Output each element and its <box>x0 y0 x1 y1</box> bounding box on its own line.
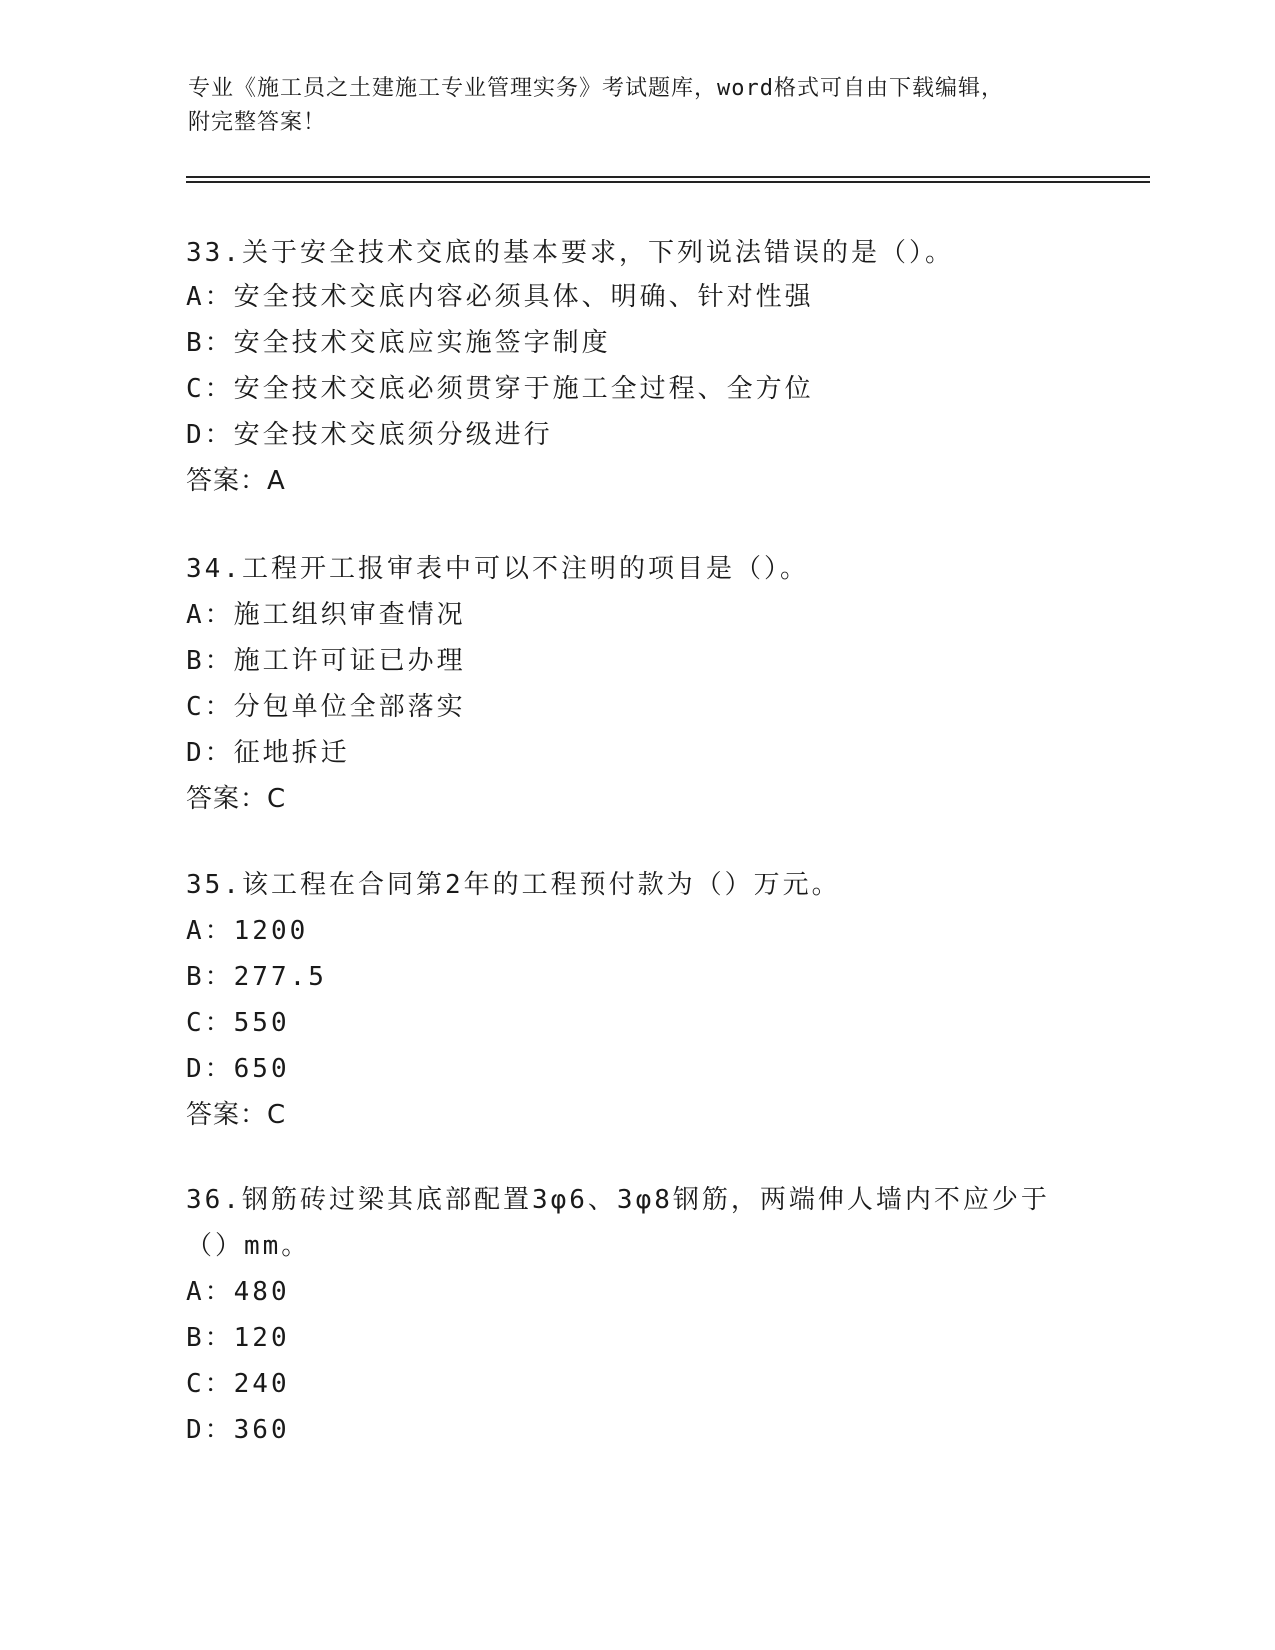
option-b: B：277.5 <box>186 962 327 992</box>
header-line-2: 附完整答案！ <box>188 110 327 135</box>
option-d: D：360 <box>186 1415 290 1445</box>
question-33 <box>186 230 1086 504</box>
answer: 答案：C <box>186 1100 287 1130</box>
option-b: B：施工许可证已办理 <box>186 646 466 676</box>
option-a: A：安全技术交底内容必须具体、明确、针对性强 <box>186 282 814 312</box>
header-divider-top <box>186 176 1150 178</box>
option-a: A：1200 <box>186 916 309 946</box>
option-d: D：征地拆迁 <box>186 738 350 768</box>
option-d: D：安全技术交底须分级进行 <box>186 420 553 450</box>
question-34 <box>186 546 1086 822</box>
header-line-1: 专业《施工员之土建施工专业管理实务》考试题库，word格式可自由下载编辑， <box>188 76 1004 101</box>
option-c: C：550 <box>186 1008 290 1038</box>
option-c: C：安全技术交底必须贯穿于施工全过程、全方位 <box>186 374 814 404</box>
question-36 <box>186 1177 1086 1453</box>
option-d: D：650 <box>186 1054 290 1084</box>
option-a: A：480 <box>186 1277 290 1307</box>
answer: 答案：C <box>186 784 287 814</box>
question-text: 34.工程开工报审表中可以不注明的项目是（）。 <box>186 554 809 584</box>
answer: 答案：A <box>186 466 286 496</box>
option-b: B：安全技术交底应实施签字制度 <box>186 328 611 358</box>
option-c: C：240 <box>186 1369 290 1399</box>
question-text-line-1: 36.钢筋砖过梁其底部配置3φ6、3φ8钢筋，两端伸人墙内不应少于 <box>186 1185 1050 1215</box>
question-text-line-2: （）mm。 <box>186 1231 311 1261</box>
option-c: C：分包单位全部落实 <box>186 692 466 722</box>
question-text: 35.该工程在合同第2年的工程预付款为（）万元。 <box>186 870 841 900</box>
question-35 <box>186 862 1086 1138</box>
question-text: 33.关于安全技术交底的基本要求，下列说法错误的是（）。 <box>186 238 954 268</box>
option-b: B：120 <box>186 1323 290 1353</box>
document-header <box>188 72 1088 140</box>
header-divider-bottom <box>186 181 1150 183</box>
option-a: A：施工组织审查情况 <box>186 600 466 630</box>
